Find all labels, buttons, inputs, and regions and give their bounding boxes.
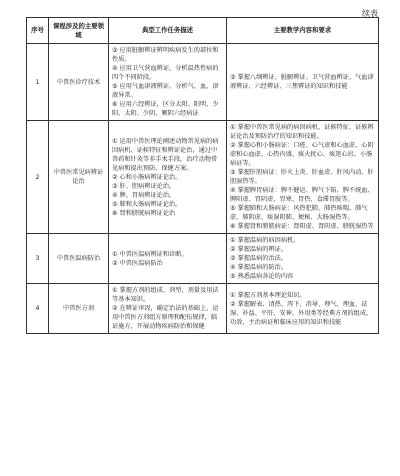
content-item: ④ 掌握脾胃病证：脾不健运、脾气下陷、脾不统血、脾阳虚、胃阴虚、胃寒、胃热、食滞胃脘等。 bbox=[230, 187, 374, 203]
curriculum-table bbox=[26, 17, 379, 334]
content-item: ⑤ 熟悉温病各论的内容 bbox=[230, 273, 294, 280]
task-item: ⑤ 应用气血津液辨证，分析气、血、津液异常。 bbox=[112, 83, 219, 99]
row-tasks bbox=[109, 44, 227, 121]
row-content bbox=[227, 234, 379, 284]
row-content bbox=[227, 44, 379, 121]
table-row bbox=[27, 121, 379, 234]
task-item: ⑥ 肾和膀胱病辨证论治 bbox=[112, 209, 176, 217]
row-tasks bbox=[109, 284, 227, 334]
task-item: ① 运用中兽医理论阐述动物常见病的病因病机、证候特征和辨证论治，通过中兽药和针灸等非手术手段，治疗动物常见病和提出预防、保健方案。 bbox=[112, 137, 219, 172]
content-item: ③ 掌握肝胆病证：肝火上炎、肝血虚、肝风内动、肝胆湿热等。 bbox=[230, 169, 374, 185]
row-content bbox=[227, 121, 379, 234]
row-number: 1 bbox=[27, 44, 49, 121]
content-item: ⑤ 掌握肺和大肠病证：风热犯肺、肺热咳喘、肺气虚、肺阴虚、痰湿阻肺、便秘、大肠湿热等。 bbox=[230, 205, 368, 221]
task-item: ② 在辨证审因，确定治法的基础上，运用中兽医方剂组方原理和配伍规律，临证施方，开展动物疾病防治和保健 bbox=[112, 305, 219, 330]
task-item: ① 中兽医温病辨证和诊断。 bbox=[112, 250, 188, 258]
row-field: 中兽医温病防治 bbox=[49, 234, 109, 284]
content-item: ① 掌握方剂基本理论知识。 bbox=[230, 291, 306, 299]
table-header-row bbox=[27, 18, 379, 44]
task-item: ② 心和小肠病辨证论治。 bbox=[112, 173, 182, 181]
task-item: ④ 脾、胃病辨证论治。 bbox=[112, 191, 176, 199]
row-number: 2 bbox=[27, 121, 49, 234]
row-number: 3 bbox=[27, 234, 49, 284]
row-number: 4 bbox=[27, 284, 49, 334]
header-tasks: 典型工作任务描述 bbox=[109, 18, 227, 44]
row-field: 中兽医方剂 bbox=[49, 284, 109, 334]
row-field: 中兽医常见病辨证论治 bbox=[49, 121, 109, 234]
row-field: 中兽医诊疗技术 bbox=[49, 44, 109, 121]
content-item: ② 掌握温病的辨证。 bbox=[230, 246, 288, 253]
header-field: 课程涉及的主要领域 bbox=[49, 18, 109, 44]
row-tasks bbox=[109, 121, 227, 234]
table-row bbox=[27, 234, 379, 284]
content-item: ② 掌握心和小肠病证：口疮、心气虚和心血虚、心阴虚和心血虚、心热内盛、痰火扰心、痰迷心窍、小肠病证等。 bbox=[230, 142, 374, 167]
table-row bbox=[27, 44, 379, 121]
table-row bbox=[27, 284, 379, 334]
content-item: ③ 掌握八纲辨证、脏腑辨证、卫气营血辨证、气血津液辨证、六经辨证、三焦辨证的知识和技能 bbox=[230, 74, 374, 90]
content-item: ① 掌握中兽医常见病的病因病机、证候特征、证候辨证论治及预防治疗的知识和技能。 bbox=[230, 124, 374, 140]
content-item: ⑥ 掌握肾和膀胱病证：肾阳虚、肾阴虚、膀胱湿热等 bbox=[230, 223, 374, 230]
row-content bbox=[227, 284, 379, 334]
content-item: ③ 掌握温病的治法。 bbox=[230, 255, 288, 262]
task-item: ⑥ 应用六经辨证，区分太阳、阳明、少阳、太阴、少阴、厥阴六经病证 bbox=[112, 101, 219, 117]
task-item: ③ 应用脏腑辨证辨明疾病发生的部位和性质。 bbox=[112, 47, 219, 63]
row-tasks bbox=[109, 234, 227, 284]
header-content: 主要教学内容和要求 bbox=[227, 18, 379, 44]
task-item: ④ 应用卫气营血辨证，分析温热性病的四个不同阶段。 bbox=[112, 65, 219, 81]
content-item: ① 掌握温病的病因病机。 bbox=[230, 237, 300, 244]
task-item: ② 中兽医温病防治 bbox=[112, 259, 163, 267]
header-no: 序号 bbox=[27, 18, 49, 44]
task-item: ⑤ 肺和大肠病辨证论治。 bbox=[112, 200, 182, 208]
task-item: ③ 肝、胆病辨证论治。 bbox=[112, 182, 176, 190]
content-item: ④ 掌握温病的防治。 bbox=[230, 264, 288, 271]
continued-label: 续表 bbox=[362, 9, 378, 18]
content-item: ② 掌握解表、清热、泻下、消导、理气、理血、祛湿、补益、平肝、安神、外用类等经典方剂的组成、功效、主治病证和临床应用的知识和技能 bbox=[230, 300, 373, 326]
task-item: ① 掌握方剂的组成、剂型、剂量及用法等基本知识。 bbox=[112, 287, 219, 303]
